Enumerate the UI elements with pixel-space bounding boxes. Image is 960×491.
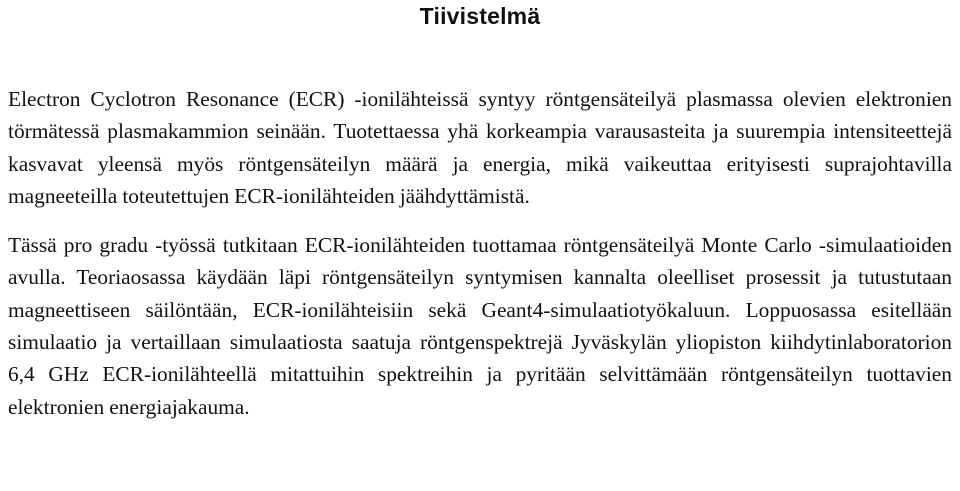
abstract-paragraph-1: Electron Cyclotron Resonance (ECR) -ionilähteissä syntyy röntgensäteilyä plasmassa olevien elektronien törmätessä plasmakammion seinään. Tuotettaessa yhä korkeampia varausasteita ja suurempia intensiteettejä kasvavat yleensä myös röntgensäteilyn määrä ja energia, mikä vaikeuttaa erityisesti suprajohtavilla magneeteilla toteutettujen ECR-ionilähteiden jäähdyttämistä. [8,87,952,208]
abstract-page [8,0,952,423]
abstract-paragraph-2: Tässä pro gradu -työssä tutkitaan ECR-ionilähteiden tuottamaa röntgensäteilyä Monte Carlo -simulaatioiden avulla. Teoriaosassa käydään läpi röntgensäteilyn syntymisen kannalta oleelliset prosessit ja tutustutaan magneettiseen säilöntään, ECR-ionilähteisiin sekä Geant4-simulaatiotyökaluun. Loppuosassa esitellään simulaatio ja vertaillaan simulaatiosta saatuja röntgenspektrejä Jyväskylän yliopiston kiihdytinlaboratorion 6,4 GHz ECR-ionilähteellä mitattuihin spektreihin ja pyritään selvittämään röntgensäteilyn tuottavien elektronien energiajakauma. [8,233,952,419]
abstract-title: Tiivistelmä [419,3,541,29]
